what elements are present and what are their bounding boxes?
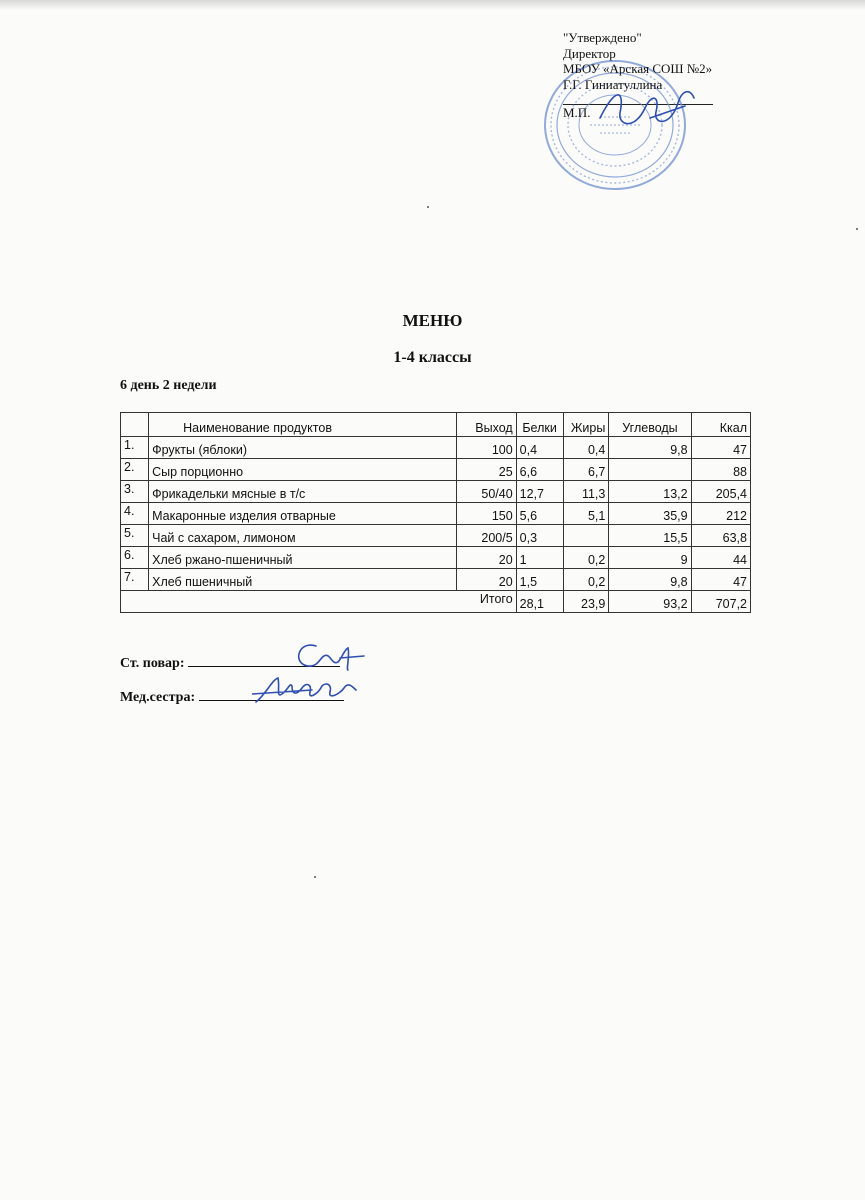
row-protein: 6,6 xyxy=(516,459,563,481)
row-name: Макаронные изделия отварные xyxy=(149,503,457,525)
row-number: 3. xyxy=(121,481,149,503)
cook-label: Ст. повар: xyxy=(120,656,185,671)
cook-signature xyxy=(288,636,368,676)
table-row xyxy=(121,569,751,591)
row-kcal: 88 xyxy=(691,459,750,481)
row-fat: 0,4 xyxy=(563,437,609,459)
table-row xyxy=(121,459,751,481)
header-fat: Жиры xyxy=(563,413,609,437)
grades-subtitle: 1-4 классы xyxy=(393,349,472,366)
row-kcal: 44 xyxy=(691,547,750,569)
row-protein: 0,4 xyxy=(516,437,563,459)
row-fat: 0,2 xyxy=(563,547,609,569)
director-signature xyxy=(590,78,700,148)
row-carbs xyxy=(609,459,691,481)
row-name: Фрикадельки мясные в т/с xyxy=(149,481,457,503)
row-kcal: 205,4 xyxy=(691,481,750,503)
total-label: Итого xyxy=(121,591,517,613)
row-protein: 1 xyxy=(516,547,563,569)
row-number: 2. xyxy=(121,459,149,481)
total-carbs: 93,2 xyxy=(609,591,691,613)
total-kcal: 707,2 xyxy=(691,591,750,613)
row-yield: 100 xyxy=(457,437,516,459)
row-carbs: 9,8 xyxy=(609,437,691,459)
row-kcal: 212 xyxy=(691,503,750,525)
row-number: 7. xyxy=(121,569,149,591)
scan-speck xyxy=(856,228,858,230)
row-yield: 25 xyxy=(457,459,516,481)
header-number xyxy=(121,413,149,437)
row-yield: 50/40 xyxy=(457,481,516,503)
director-position: Директор xyxy=(563,45,616,61)
row-number: 5. xyxy=(121,525,149,547)
row-yield: 20 xyxy=(457,569,516,591)
row-fat: 0,2 xyxy=(563,569,609,591)
row-yield: 200/5 xyxy=(457,525,516,547)
row-kcal: 47 xyxy=(691,569,750,591)
row-carbs: 13,2 xyxy=(609,481,691,503)
row-protein: 5,6 xyxy=(516,503,563,525)
director-name: Г.Г. Гиниатуллина xyxy=(563,76,663,92)
row-fat: 11,3 xyxy=(563,481,609,503)
row-fat: 5,1 xyxy=(563,503,609,525)
table-row xyxy=(121,503,751,525)
header-name: Наименование продуктов xyxy=(149,413,457,437)
row-carbs: 9 xyxy=(609,547,691,569)
scan-speck xyxy=(427,206,429,208)
day-label: 6 день 2 недели xyxy=(120,378,217,393)
row-name: Фрукты (яблоки) xyxy=(149,437,457,459)
row-name: Хлеб пшеничный xyxy=(149,569,457,591)
table-header-row xyxy=(121,413,751,437)
row-protein: 0,3 xyxy=(516,525,563,547)
scan-speck xyxy=(314,876,316,878)
document-title: МЕНЮ xyxy=(402,311,463,330)
nurse-signature xyxy=(252,672,367,708)
header-yield: Выход xyxy=(457,413,516,437)
table-row xyxy=(121,525,751,547)
stamp-place-label: М.П. xyxy=(563,105,591,120)
row-fat: 6,7 xyxy=(563,459,609,481)
row-number: 1. xyxy=(121,437,149,459)
row-protein: 1,5 xyxy=(516,569,563,591)
menu-table xyxy=(120,412,751,613)
total-protein: 28,1 xyxy=(516,591,563,613)
header-carbs: Углеводы xyxy=(609,413,691,437)
row-fat xyxy=(563,525,609,547)
header-protein: Белки xyxy=(516,413,563,437)
row-number: 6. xyxy=(121,547,149,569)
row-yield: 150 xyxy=(457,503,516,525)
table-row xyxy=(121,547,751,569)
row-kcal: 63,8 xyxy=(691,525,750,547)
row-number: 4. xyxy=(121,503,149,525)
row-carbs: 9,8 xyxy=(609,569,691,591)
total-row xyxy=(121,591,751,613)
row-protein: 12,7 xyxy=(516,481,563,503)
nurse-label: Мед.сестра: xyxy=(120,690,196,705)
table-row xyxy=(121,437,751,459)
row-name: Чай с сахаром, лимоном xyxy=(149,525,457,547)
row-carbs: 35,9 xyxy=(609,503,691,525)
approval-label: "Утверждено" xyxy=(563,30,642,45)
row-yield: 20 xyxy=(457,547,516,569)
row-name: Сыр порционно xyxy=(149,459,457,481)
header-kcal: Ккал xyxy=(691,413,750,437)
total-fat: 23,9 xyxy=(563,591,609,613)
school-name: МБОУ «Арская СОШ №2» xyxy=(563,61,713,76)
row-kcal: 47 xyxy=(691,437,750,459)
scan-edge-shadow xyxy=(0,0,865,10)
row-name: Хлеб ржано-пшеничный xyxy=(149,547,457,569)
row-carbs: 15,5 xyxy=(609,525,691,547)
table-row xyxy=(121,481,751,503)
